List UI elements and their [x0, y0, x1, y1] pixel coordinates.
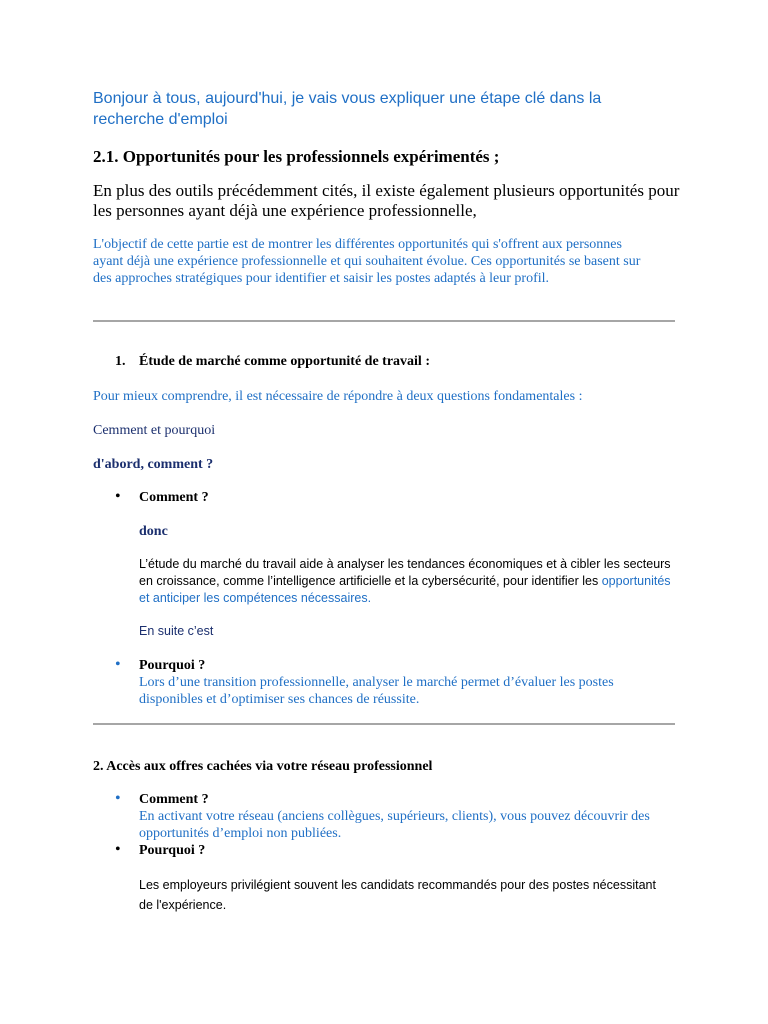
bullet-comment-text-blue: opportunités et anticiper les compétences nécessaires. [139, 574, 671, 605]
section-2-pourquoi-label: Pourquoi ? [139, 843, 206, 858]
bullet-dot: • [115, 488, 121, 505]
section-2-1-lead: En plus des outils précédemment cités, il existe également plusieurs opportunités pour les personnes ayant déjà une expérience professionnelle, [93, 181, 680, 220]
section-2-comment-label: Comment ? [139, 792, 209, 807]
section-2-1-objective: L'objectif de cette partie est de montrer les différentes opportunités qui s'offrent aux personnes ayant déjà une expérience professionnelle et qui souhaitent évolue. Ces opportunités se basent sur des approches stratégiques pour identifier et saisir les postes adaptés à leur profil. [93, 237, 641, 286]
section-2-title: 2. Accès aux offres cachées via votre réseau professionnel [93, 759, 433, 774]
section-1-first: d'abord, comment ? [93, 457, 214, 472]
divider-2 [93, 723, 675, 725]
bullet-comment-text-black: L’étude du marché du travail aide à analyser les tendances économiques et à cibler les secteurs en croissance, comme l’intelligence artificielle et la cybersécurité, pour identifier les [139, 557, 671, 588]
section-1-number: 1. [115, 354, 126, 369]
intro-text: Bonjour à tous, aujourd'hui, je vais vous expliquer une étape clé dans la recherche d'emploi [93, 90, 602, 128]
bullet-dot: • [115, 790, 121, 807]
bullet-pourquoi-text: Lors d’une transition professionnelle, analyser le marché permet d’évaluer les postes disponibles et d’optimiser ses chances de réussite. [139, 675, 614, 707]
bullet-comment-text [139, 556, 679, 607]
bullet-pourquoi-label: Pourquoi ? [139, 658, 206, 673]
divider-1 [93, 320, 675, 322]
bullet-dot: • [115, 656, 121, 673]
bullet-comment-then: donc [139, 524, 168, 539]
section-2-comment-text: En activant votre réseau (anciens collègues, supérieurs, clients), vous pouvez découvrir des opportunités d’emploi non publiées. [139, 809, 650, 841]
bullet-dot: • [115, 841, 121, 858]
section-1-intro: Pour mieux comprendre, il est nécessaire de répondre à deux questions fondamentales : [93, 389, 583, 404]
section-1-title: Étude de marché comme opportunité de travail : [139, 354, 430, 369]
section-1-subtitle: Cemment et pourquoi [93, 423, 216, 438]
bullet-comment-label: Comment ? [139, 490, 209, 505]
section-2-1-title: 2.1. Opportunités pour les professionnels expérimentés ; [93, 147, 500, 166]
section-2-pourquoi-text: Les employeurs privilégient souvent les candidats recommandés pour des postes nécessitant de l'expérience. [139, 878, 656, 912]
bullet-comment-next: En suite c’est [139, 624, 214, 638]
